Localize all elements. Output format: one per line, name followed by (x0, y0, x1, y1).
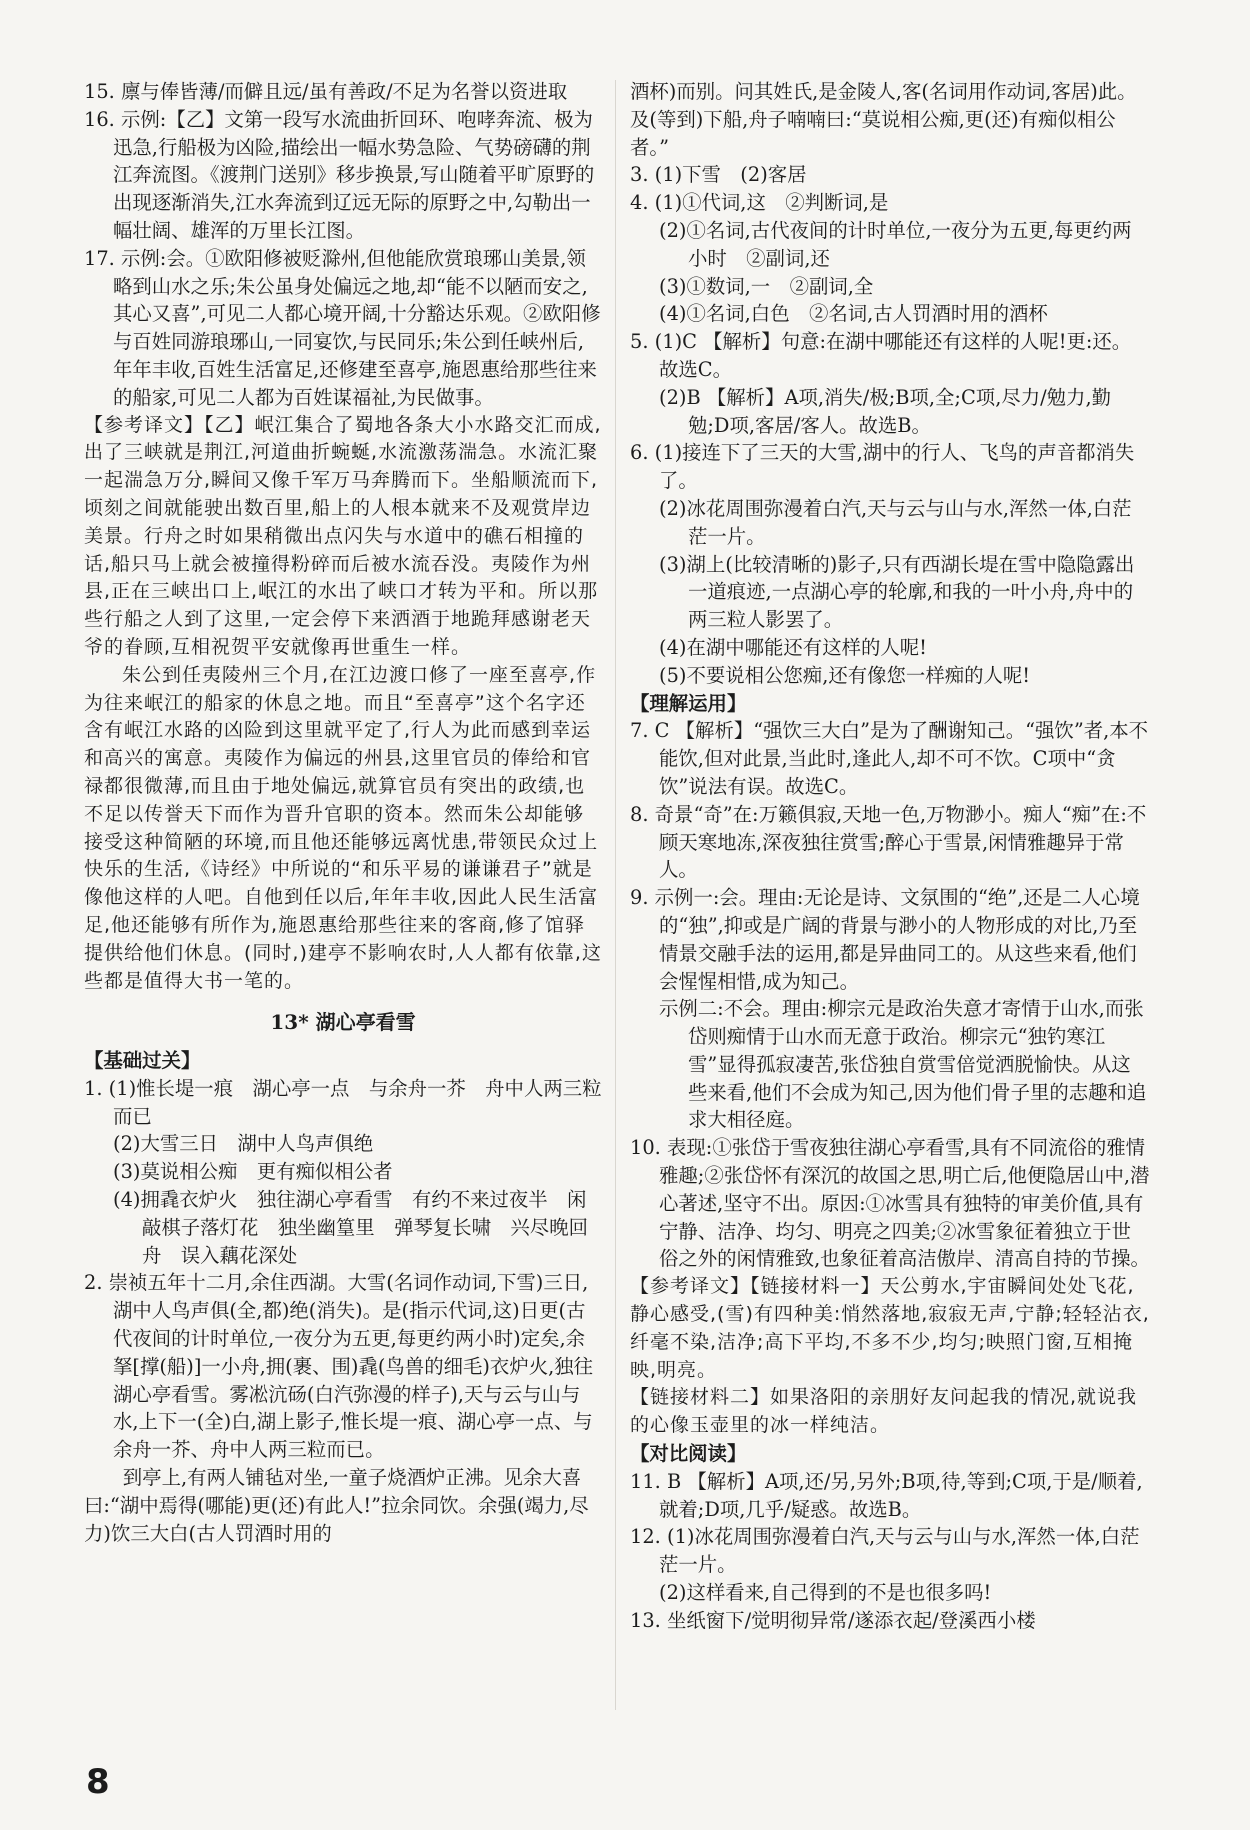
page-number: 8 (86, 1762, 110, 1802)
answer-line: 8. 奇景“奇”在:万籁俱寂,天地一色,万物渺小。痴人“痴”在:不顾天寒地冻,深夜独往赏雪;醉心于雪景,闲情雅趣异于常人。 (630, 802, 1147, 882)
answer-line: 4. (1)①代词,这 ②判断词,是 (630, 191, 889, 215)
answer-line: 朱公到任夷陵州三个月,在江边渡口修了一座至喜亭,作为往来岷江的船家的休息之地。而且“至喜亭”这个名字还含有岷江水路的凶险到这里就平定了,行人为此而感到幸运和高兴的寓意。夷陵作为偏远的州县,这里官员的俸给和官禄都很微薄,而且由于地处偏远,就算官员有突出的政绩,也不足以传誉天下而作为晋升官职的资本。然而朱公却能够接受这种简陋的环境,而且他还能够远离忧患,带领民众过上快乐的生活,《诗经》中所说的“和乐平易的谦谦君子”就是像他这样的人吧。自他到任以后,年年丰收,因此人民生活富足,他还能够有所作为,施恩惠给那些往来的客商,修了馆驿提供给他们休息。(同时,)建亭不影响农时,人人都有依靠,这些都是值得大书一笔的。 (84, 663, 602, 992)
answer-line: (3)湖上(比较清晰的)影子,只有西湖长堤在雪中隐隐露出一道痕迹,一点湖心亭的轮廓,和我的一叶小舟,舟中的两三粒人影罢了。 (659, 552, 1135, 632)
answer-line: 示例二:不会。理由:柳宗元是政治失意才寄情于山水,而张岱则痴情于山水而无意于政治。柳宗元“独钓寒江雪”显得孤寂凄苦,张岱独自赏雪倍觉洒脱愉快。从这些来看,他们不会成为知己,因为他们骨子里的志趣和追求大相径庭。 (659, 997, 1147, 1132)
answer-line: 12. (1)冰花周围弥漫着白汽,天与云与山与水,浑然一体,白茫茫一片。 (630, 1525, 1140, 1577)
answer-line: (4)在湖中哪能还有这样的人呢! (659, 635, 927, 659)
answer-line: 13. 坐纸窗下/觉明彻异常/遂添衣起/登溪西小楼 (630, 1608, 1036, 1632)
answer-line: (3)①数词,一 ②副词,全 (659, 274, 874, 298)
answer-line: 15. 廪与俸皆薄/而僻且远/虽有善政/不足为名誉以资进取 (84, 80, 568, 103)
section-heading: 【对比阅读】 (630, 1442, 747, 1466)
answer-line: (2)B 【解析】A项,消失/极;B项,全;C项,尽力/勉力,勤勉;D项,客居/客人。故选B。 (659, 385, 1112, 437)
answer-line: (2)冰花周围弥漫着白汽,天与云与山与水,浑然一体,白茫茫一片。 (659, 496, 1132, 548)
answer-line: (2)①名词,古代夜间的计时单位,一夜分为五更,每更约两小时 ②副词,还 (659, 218, 1132, 270)
answer-line: 5. (1)C 【解析】句意:在湖中哪能还有这样的人呢!更:还。故选C。 (630, 330, 1132, 381)
answer-line: (2)大雪三日 湖中人鸟声俱绝 (113, 1132, 374, 1156)
answer-line: 17. 示例:会。①欧阳修被贬滁州,但他能欣赏琅琊山美景,领略到山水之乐;朱公虽身处偏远之地,却“能不以陋而安之,其心又喜”,可见二人都心境开阔,十分豁达乐观。②欧阳修与百姓同游琅琊山,一同宴饮,与民同乐;朱公到任峡州后,年年丰收,百姓生活富足,还修建至喜亭,施恩惠给那些往来的船家,可见二人都为百姓谋福祉,为民做事。 (84, 246, 601, 409)
answer-line: 1. (1)惟长堤一痕 湖心亭一点 与余舟一芥 舟中人两三粒而已 (84, 1076, 602, 1128)
answer-line: 10. 表现:①张岱于雪夜独往湖心亭看雪,具有不同流俗的雅情雅趣;②张岱怀有深沉的故国之思,明亡后,他便隐居山中,潜心著述,坚守不出。原因:①冰雪具有独特的审美价值,具有宁静、洁净、均匀、明亮之四美;②冰雪象征着独立于世俗之外的闲情雅致,也象征着高洁傲岸、清高自持的节操。 (630, 1136, 1150, 1271)
right-column (630, 78, 1150, 1635)
answer-line: 到亭上,有两人铺毡对坐,一童子烧酒炉正沸。见余大喜曰:“湖中焉得(哪能)更(还)有此人!”拉余同饮。余强(竭力,尽力)饮三大白(古人罚酒时用的 (84, 1466, 589, 1545)
answer-line: (5)不要说相公您痴,还有像您一样痴的人呢! (659, 663, 1031, 687)
section-heading: 【基础过关】 (84, 1049, 201, 1073)
answer-line: 【参考译文】【乙】岷江集合了蜀地各条大小水路交汇而成,出了三峡就是荆江,河道曲折蜿蜒,水流激荡湍急。水流汇聚一起湍急万分,瞬间又像千军万马奔腾而下。坐船顺流而下,顷刻之间就能驶出数百里,船上的人根本就来不及观赏岸边美景。行舟之时如果稍微出点闪失与水道中的礁石相撞的话,船只马上就会被撞得粉碎而后被水流吞没。夷陵作为州县,正在三峡出口上,岷江的水出了峡口才转为平和。所以那些行船之人到了这里,一定会停下来洒酒于地跪拜感谢老天爷的眷顾,互相祝贺平安就像再世重生一样。 (84, 413, 602, 658)
answer-line: 【参考译文】【链接材料一】天公剪水,宇宙瞬间处处飞花,静心感受,(雪)有四种美:悄然落地,寂寂无声,宁静;轻轻沾衣,纤毫不染,洁净;高下平均,不多不少,均匀;映照门窗,互相掩映,明亮。 (630, 1275, 1150, 1381)
answer-line: (3)莫说相公痴 更有痴似相公者 (113, 1160, 393, 1184)
answer-line: 16. 示例:【乙】文第一段写水流曲折回环、咆哮奔流、极为迅急,行船极为凶险,描绘出一幅水势急险、气势磅礴的荆江奔流图。《渡荆门送别》移步换景,写山随着平旷原野的出现逐渐消失,江水奔流到辽远无际的原野之中,勾勒出一幅壮阔、雄浑的万里长江图。 (84, 107, 595, 242)
column-divider (615, 80, 616, 1710)
answer-line: 3. (1)下雪 (2)客居 (630, 163, 807, 187)
answer-line: 11. B 【解析】A项,还/另,另外;B项,待,等到;C项,于是/顺着,就着;D项,几乎/疑惑。故选B。 (630, 1469, 1143, 1521)
answer-line: 酒杯)而别。问其姓氏,是金陵人,客(名词用作动词,客居)此。及(等到)下船,舟子喃喃曰:“莫说相公痴,更(还)有痴似相公者。” (630, 80, 1137, 159)
answer-line: 【链接材料二】如果洛阳的亲朋好友问起我的情况,就说我的心像玉壶里的冰一样纯洁。 (630, 1386, 1138, 1437)
answer-line: 2. 崇祯五年十二月,余住西湖。大雪(名词作动词,下雪)三日,湖中人鸟声俱(全,都)绝(消失)。是(指示代词,这)日更(古代夜间的计时单位,一夜分为五更,每更约两小时)定矣,余拏[撑(船)]一小舟,拥(裹、围)毳(鸟兽的细毛)衣炉火,独往湖心亭看雪。雾凇沆砀(白汽弥漫的样子),天与云与山与水,上下一(全)白,湖上影子,惟长堤一痕、湖心亭一点、与余舟一芥、舟中人两三粒而已。 (84, 1271, 594, 1462)
answer-line: (4)①名词,白色 ②名词,古人罚酒时用的酒杯 (659, 302, 1048, 326)
chapter-title: 13* 湖心亭看雪 (270, 1010, 416, 1035)
answer-line: (2)这样看来,自己得到的不是也很多吗! (659, 1581, 992, 1605)
left-column (84, 78, 602, 1547)
answer-line: 6. (1)接连下了三天的大雪,湖中的行人、飞鸟的声音都消失了。 (630, 441, 1135, 493)
answer-line: 7. C 【解析】“强饮三大白”是为了酬谢知己。“强饮”者,本不能饮,但对此景,当此时,逢此人,却不可不饮。C项中“贪饮”说法有误。故选C。 (630, 719, 1149, 798)
answer-line: 9. 示例一:会。理由:无论是诗、文氛围的“绝”,还是二人心境的“独”,抑或是广阔的背景与渺小的人物形成的对比,乃至情景交融手法的运用,都是异曲同工的。从这些来看,他们会惺惺相惜,成为知己。 (630, 886, 1140, 993)
answer-line: (4)拥毳衣炉火 独往湖心亭看雪 有约不来过夜半 闲敲棋子落灯花 独坐幽篁里 弹琴复长啸 兴尽晚回舟 误入藕花深处 (113, 1188, 588, 1267)
section-heading: 【理解运用】 (630, 691, 747, 715)
